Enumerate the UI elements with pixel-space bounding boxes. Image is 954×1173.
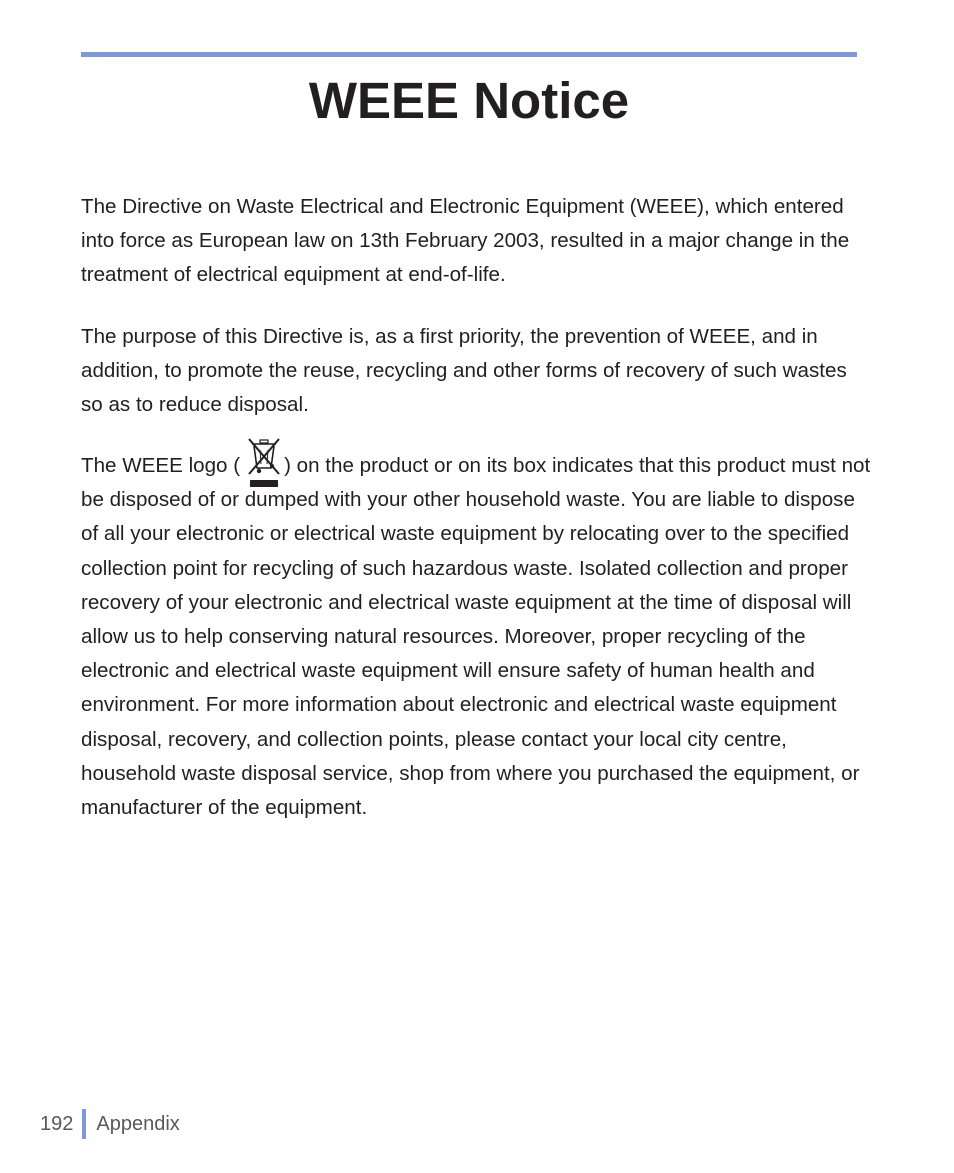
weee-bin-icon: [240, 452, 284, 472]
paragraph-purpose: The purpose of this Directive is, as a first priority, the prevention of WEEE, and in addition, to promote the reuse, recycling and other forms of recovery of such wastes so as to reduce disposal.: [81, 325, 847, 417]
page-title: WEEE Notice: [308, 72, 630, 129]
paragraph-directive: The Directive on Waste Electrical and Electronic Equipment (WEEE), which entered into force as European law on 13th February 2003, resulted in a major change in the treatment of electrical equipment at end-of-life.: [81, 195, 850, 287]
section-name: Appendix: [96, 1112, 180, 1135]
logo-sentence-rest: ) on the product or on its box indicates that this product must not be disposed of or dumped with your other household waste. You are liable to dispose of all your electronic or electrical waste equipment by relocating over to the specified collection point for recycling of such hazardous waste. Isolated collection and proper recovery of your electronic and electrical waste equipment at the time of disposal will allow us to help conserving natural resources. Moreover, proper recycling of the electronic and electrical waste equipment will ensure safety of human health and environment. For more information about electronic and electrical waste equipment disposal, recovery, and collection points, please contact your local city centre, household waste disposal service, shop from where you purchased the equipment, or manufacturer of the equipment.: [81, 454, 871, 820]
page-number: 192: [40, 1112, 74, 1135]
header-rule: [81, 52, 857, 57]
logo-sentence-start: The WEEE logo (: [81, 454, 241, 477]
page-footer: [40, 1109, 180, 1139]
paragraph-weee-logo: [81, 449, 871, 825]
footer-divider: [82, 1109, 86, 1139]
